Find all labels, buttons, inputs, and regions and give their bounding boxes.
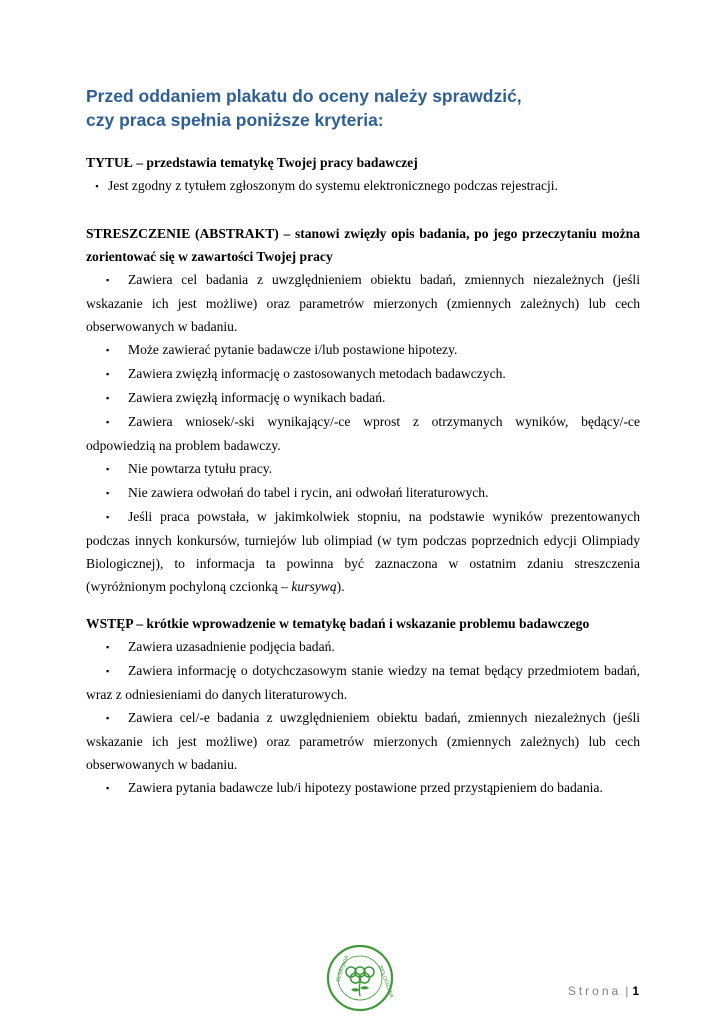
- bullet-icon: ▪: [106, 488, 110, 498]
- page-heading: [86, 84, 646, 132]
- italic-word: kursywą: [291, 579, 337, 594]
- list-item: ▪ Zawiera wniosek/-ski wynikający/-ce wprost z otrzymanych wyników, będący/-ce odpowiedzią na problem badawczy.: [86, 410, 640, 457]
- bullet-icon: ▪: [106, 393, 110, 403]
- list-item: ▪ Zawiera zwięzłą informację o zastosowanych metodach badawczych.: [86, 362, 640, 386]
- section-title: [86, 151, 640, 198]
- list-item: ▪ Jeśli praca powstała, w jakimkolwiek stopniu, na podstawie wyników prezentowanych podczas innych konkursów, turniejów lub olimpiad (w tym podczas poprzednich edycji Olimpiady Biologicznej), to informacja ta powinna być zaznaczona w ostatnim zdaniu streszczenia (wyróżnionym pochyloną czcionką – kursywą).: [86, 505, 640, 598]
- olympiad-logo: [326, 944, 394, 1012]
- list-item: ▪ Zawiera zwięzłą informację o wynikach badań.: [86, 386, 640, 410]
- list-item: ▪ Zawiera pytania badawcze lub/i hipotezy postawione przed przystąpieniem do badania.: [86, 776, 640, 800]
- bullet-icon: ▪: [106, 275, 110, 285]
- footer-separator: |: [625, 984, 629, 998]
- section-abstract-heading: STRESZCZENIE (ABSTRAKT) – stanowi zwięzły opis badania, po jego przeczytaniu można zorientować się w zawartości Twojej pracy: [86, 226, 640, 264]
- list-item: ▪ Może zawierać pytanie badawcze i/lub postawione hipotezy.: [86, 338, 640, 362]
- bullet-icon: ▪: [106, 666, 110, 676]
- heading-line-1: Przed oddaniem plakatu do oceny należy sprawdzić,: [86, 86, 522, 106]
- list-item: ▪ Nie zawiera odwołań do tabel i rycin, ani odwołań literaturowych.: [86, 481, 640, 505]
- bullet-icon: ▪: [106, 345, 110, 355]
- logo-text-left: OLIMPIADA: [335, 955, 351, 983]
- heading-line-2: czy praca spełnia poniższe kryteria:: [86, 110, 384, 130]
- bullet-icon: ▪: [106, 417, 110, 427]
- list-item: ▪ Zawiera cel badania z uwzględnieniem obiektu badań, zmiennych niezależnych (jeśli wskazanie ich jest możliwe) oraz parametrów mierzonych (zmiennych zależnych) lub cech obserwowanych w badaniu.: [86, 268, 640, 338]
- bullet-icon: ▪: [106, 464, 110, 474]
- page-number: 1: [632, 984, 639, 998]
- list-item: ▪ Zawiera cel/-e badania z uwzględnieniem obiektu badań, zmiennych niezależnych (jeśli wskazanie ich jest możliwe) oraz parametrów mierzonych (zmiennych zależnych) lub cech obserwowanych w badaniu.: [86, 706, 640, 776]
- section-intro-heading: WSTĘP – krótkie wprowadzenie w tematykę badań i wskazanie problemu badawczego: [86, 616, 590, 631]
- bullet-icon: ▪: [106, 713, 110, 723]
- list-item: ▪ Nie powtarza tytułu pracy.: [86, 457, 640, 481]
- section-abstract: [86, 222, 640, 598]
- bullet-icon: ▪: [106, 642, 110, 652]
- bullet-icon: ▪: [106, 783, 110, 793]
- footer-label: Strona: [567, 984, 622, 998]
- bullet-icon: ▪: [95, 181, 99, 191]
- bullet-icon: ▪: [106, 512, 110, 522]
- list-item: ▪ Jest zgodny z tytułem zgłoszonym do systemu elektronicznego podczas rejestracji.: [86, 174, 640, 198]
- logo-text-right: BIOLOGICZNA: [377, 964, 394, 999]
- page-footer: [568, 984, 639, 998]
- bullet-icon: ▪: [106, 369, 110, 379]
- section-title-heading: TYTUŁ – przedstawia tematykę Twojej pracy badawczej: [86, 155, 418, 170]
- list-item: ▪ Zawiera informację o dotychczasowym stanie wiedzy na temat będący przedmiotem badań, wraz z odniesieniami do danych literaturowych.: [86, 659, 640, 706]
- section-intro: [86, 612, 640, 800]
- list-item: ▪ Zawiera uzasadnienie podjęcia badań.: [86, 635, 640, 659]
